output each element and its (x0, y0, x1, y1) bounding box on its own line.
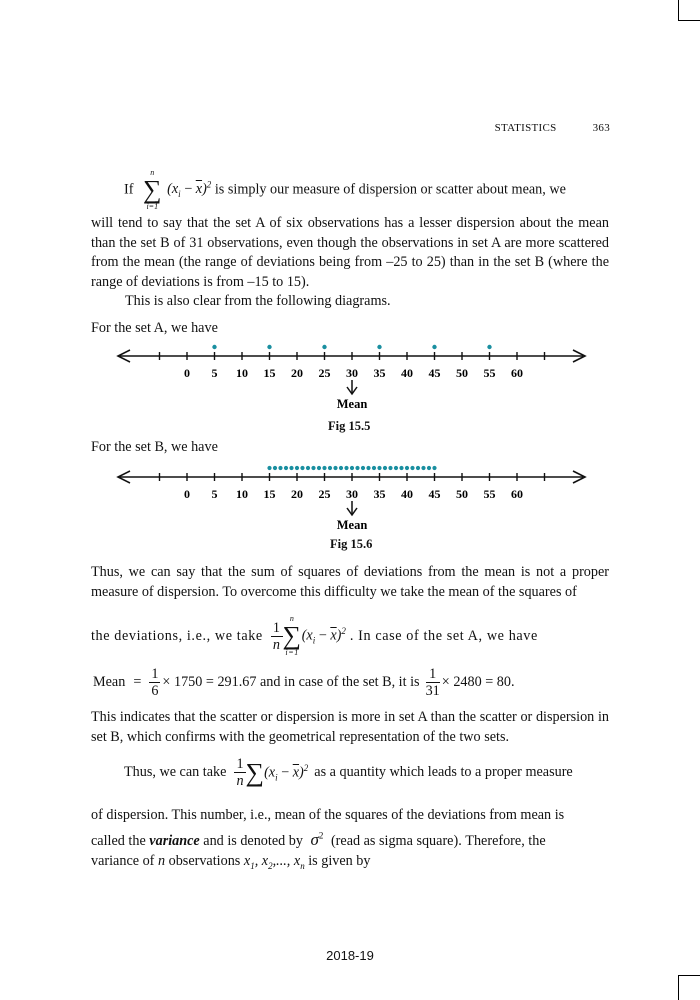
data-point (278, 466, 282, 470)
crop-mark-top-h (678, 20, 700, 21)
data-point (284, 466, 288, 470)
tick-label: 35 (373, 487, 386, 501)
summation-3: ∑ (245, 757, 265, 787)
tick-label: 45 (428, 366, 441, 380)
mean-part2: × 2480 = 80. (441, 674, 515, 690)
data-point (361, 466, 365, 470)
data-point (306, 466, 310, 470)
tick-label: 10 (236, 487, 248, 501)
mean-arrow-head (347, 387, 357, 394)
data-point (311, 466, 315, 470)
summation (143, 168, 162, 212)
arrow-left (118, 350, 130, 362)
para3-line1: Thus, we can say that the sum of squares of deviations from the mean is not a proper measure of dispersion. To overcome this difficulty we take the mean of the squares of (91, 564, 609, 600)
tick-label: 45 (428, 487, 441, 501)
data-point (372, 466, 376, 470)
sigma-squared: $\sigma^2$ (310, 830, 324, 849)
data-point (383, 466, 387, 470)
data-point (300, 466, 304, 470)
text-thus: Thus, we can take (124, 764, 227, 780)
tick-label: 60 (511, 487, 523, 501)
data-point (377, 466, 381, 470)
sum-lower: i=1 (146, 202, 159, 211)
tick-label: 20 (291, 487, 303, 501)
tick-label: 25 (318, 366, 331, 380)
data-point (366, 466, 370, 470)
fig1-caption: Fig 15.5 (328, 419, 371, 433)
tick-label: 50 (456, 487, 468, 501)
sum-upper: n (150, 168, 155, 177)
para3-line2 (91, 614, 609, 658)
fraction-1-over-n: $\frac{1}{n}$ (272, 619, 281, 653)
tick-label: 40 (401, 487, 413, 501)
data-point (432, 345, 436, 349)
para1-rest: will tend to say that the set A of six observations has a lesser dispersion about the mean than the set B of 31 observations, even though the observations in set A are more scattered from the mean (the range of deviations being from –25 to 25) than in the set B (where the range of deviations is from –15 to 15). (91, 215, 609, 290)
data-point (405, 466, 409, 470)
arrow-left (118, 471, 130, 483)
expression-3: $(x_i - \overline{x})^2$ (264, 762, 309, 783)
page-number: 363 (592, 122, 610, 134)
tick-label: 30 (346, 366, 358, 380)
tick-label: 50 (456, 366, 468, 380)
mean-label: Mean (336, 397, 368, 411)
data-point (399, 466, 403, 470)
tick-label: 60 (511, 366, 523, 380)
text-take: the deviations, i.e., we take (91, 627, 263, 644)
data-point (322, 345, 326, 349)
header-title: STATISTICS (494, 122, 557, 134)
tick-label: 30 (346, 487, 358, 501)
data-point (421, 466, 425, 470)
fig2-caption: Fig 15.6 (330, 537, 373, 551)
setA-label: For the set A, we have (91, 320, 218, 336)
data-point (355, 466, 359, 470)
running-header (495, 122, 610, 134)
mean-arrow-head (347, 508, 357, 515)
para1-first-line (124, 168, 566, 212)
footer-year: 2018-19 (326, 948, 374, 963)
data-point (295, 466, 299, 470)
text-quantity: as a quantity which leads to a proper measure (314, 764, 573, 780)
crop-mark-bottom-h (678, 975, 700, 976)
data-point (416, 466, 420, 470)
para5 (124, 756, 573, 789)
para6-line2: called the variance and is denoted by $\sigma^2$ (read as sigma square). Therefore, the (91, 830, 546, 849)
data-point (273, 466, 277, 470)
text-after-expr: is simply our measure of dispersion or scatter about mean, we (214, 181, 566, 198)
mean-label: Mean (93, 674, 126, 690)
para4: This indicates that the scatter or dispersion is more in set A than the scatter or dispersion in set B, which confirms with the geometrical representation of the two sets. (91, 709, 609, 745)
mean-label: Mean (336, 518, 368, 532)
fraction-1-over-n-2: $\frac{1}{n}$ (236, 756, 244, 789)
term-variance: variance (149, 833, 200, 849)
data-point (333, 466, 337, 470)
crop-mark-top (678, 0, 679, 20)
tick-label: 35 (373, 366, 386, 380)
arrow-right (573, 471, 585, 483)
tick-label: 15 (263, 487, 276, 501)
number-line-set-A (118, 345, 585, 411)
para6-line1: of dispersion. This number, i.e., mean of the squares of the deviations from mean is (91, 807, 565, 823)
data-point (339, 466, 343, 470)
tick-label: 5 (211, 487, 218, 501)
data-point (212, 345, 216, 349)
data-point (432, 466, 436, 470)
data-point (289, 466, 293, 470)
crop-mark-bottom (678, 975, 679, 1000)
tick-label: 10 (236, 366, 248, 380)
data-point (427, 466, 431, 470)
tick-label: 55 (483, 366, 496, 380)
summation-2: n ∑ i=1 (282, 614, 302, 657)
mean-part1: × 1750 = 291.67 and in case of the set B, it is (162, 674, 420, 690)
fraction-1-31: $\frac{1}{31}$ (425, 666, 440, 699)
fraction-1-6: $\frac{1}{6}$ (151, 666, 159, 699)
tick-label: 55 (483, 487, 496, 501)
para6-line3: variance of n observations $x_1$, $x_2$,..., $x_n$ is given by (91, 853, 371, 871)
data-point (328, 466, 332, 470)
expression: $(x_i - \overline{x})^2$ (167, 179, 212, 200)
tick-label: 0 (184, 366, 190, 380)
data-point (350, 466, 354, 470)
tick-label: 15 (263, 366, 276, 380)
tick-label: 5 (211, 366, 218, 380)
observations-list: $x_1$, $x_2$,..., $x_n$ (243, 853, 305, 871)
tick-label: 40 (401, 366, 413, 380)
tick-label: 0 (184, 487, 190, 501)
text-if: If (124, 181, 134, 198)
data-point (377, 345, 381, 349)
data-point (344, 466, 348, 470)
data-point (394, 466, 398, 470)
tick-label: 25 (318, 487, 331, 501)
data-point (388, 466, 392, 470)
tick-label: 20 (291, 366, 303, 380)
expression-2: $(x_i - \overline{x})^2$ (301, 626, 346, 646)
data-point (317, 466, 321, 470)
data-point (322, 466, 326, 470)
para2: This is also clear from the following diagrams. (125, 293, 391, 309)
mean-line: Mean = $\frac{1}{6}$ × 1750 = 291.67 and in case of the set B, it is $\frac{1}{31}$ × 2480 = 80. (93, 666, 515, 699)
setB-label: For the set B, we have (91, 439, 218, 455)
data-point (267, 466, 271, 470)
arrow-right (573, 350, 585, 362)
data-point (267, 345, 271, 349)
data-point (487, 345, 491, 349)
text-case-A: . In case of the set A, we have (349, 627, 538, 644)
data-point (410, 466, 414, 470)
sigma-symbol: ∑ (143, 175, 162, 204)
number-line-set-B (118, 466, 585, 532)
